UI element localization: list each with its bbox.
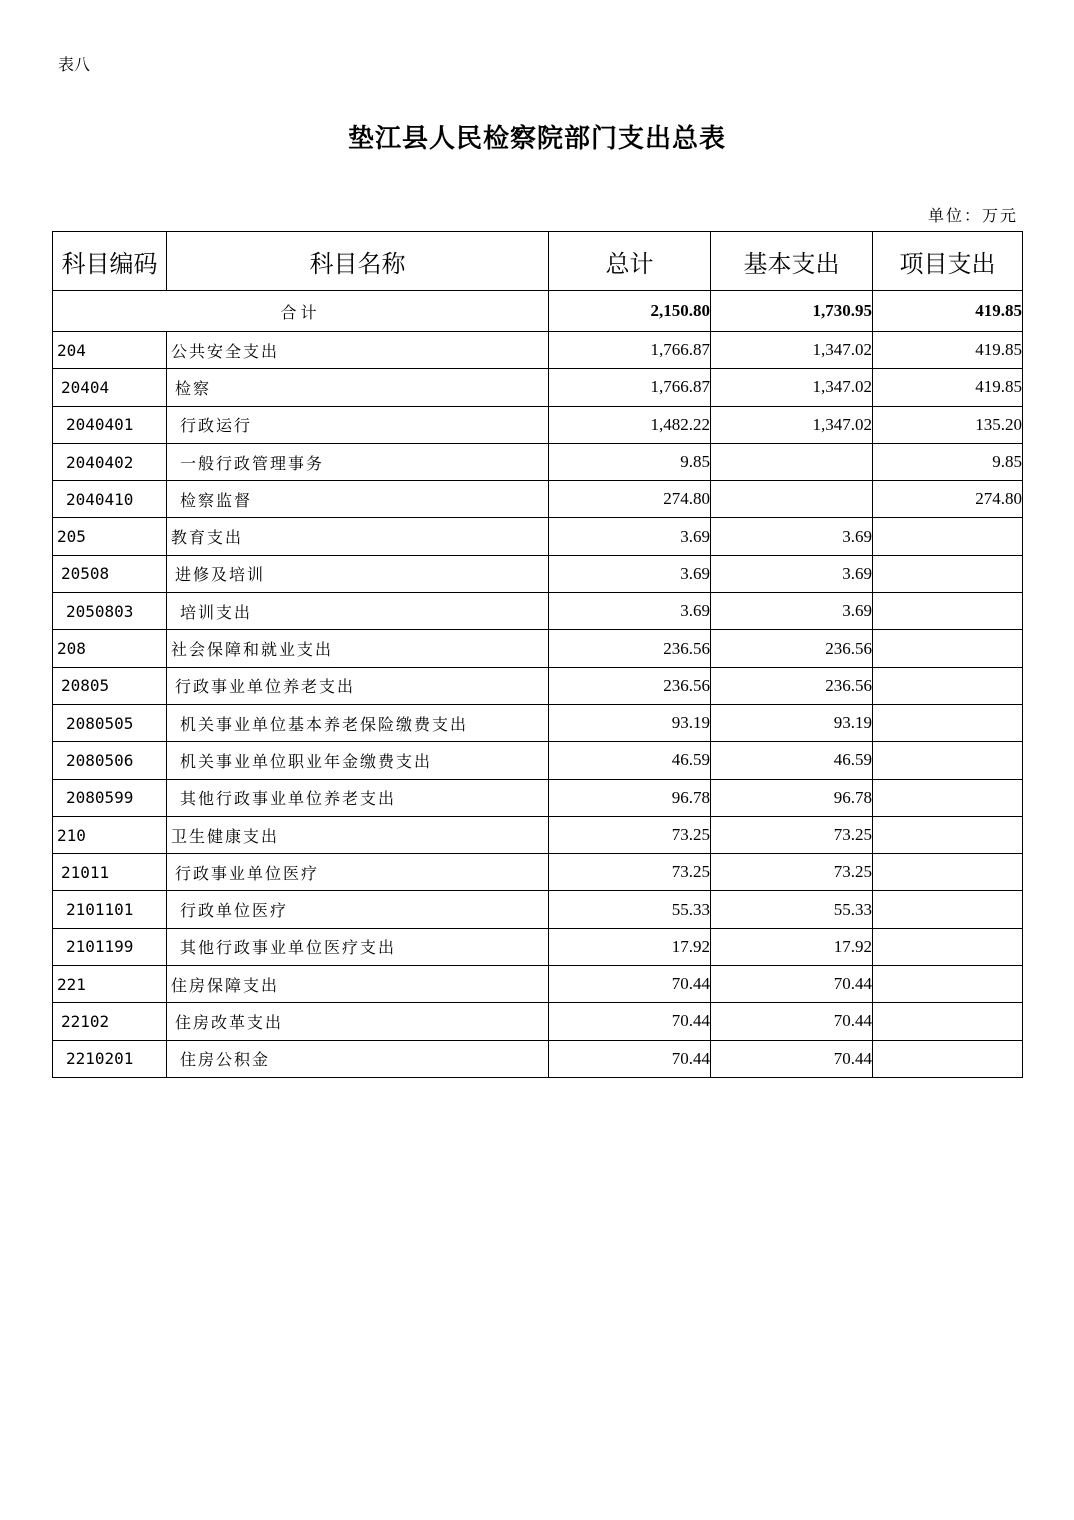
row-total: 3.69 bbox=[549, 555, 711, 592]
row-basic: 236.56 bbox=[711, 667, 873, 704]
table-row bbox=[53, 332, 1023, 369]
row-basic: 55.33 bbox=[711, 891, 873, 928]
row-name: 机关事业单位基本养老保险缴费支出 bbox=[167, 704, 549, 741]
row-total: 70.44 bbox=[549, 966, 711, 1003]
row-name: 机关事业单位职业年金缴费支出 bbox=[167, 742, 549, 779]
row-code: 22102 bbox=[53, 1003, 167, 1040]
row-name: 教育支出 bbox=[167, 518, 549, 555]
row-total: 70.44 bbox=[549, 1003, 711, 1040]
row-project bbox=[873, 854, 1023, 891]
row-project bbox=[873, 779, 1023, 816]
row-total: 17.92 bbox=[549, 928, 711, 965]
row-project bbox=[873, 667, 1023, 704]
row-basic: 73.25 bbox=[711, 854, 873, 891]
row-basic: 73.25 bbox=[711, 816, 873, 853]
row-basic: 1,347.02 bbox=[711, 406, 873, 443]
row-basic: 1,347.02 bbox=[711, 369, 873, 406]
row-basic: 17.92 bbox=[711, 928, 873, 965]
row-name: 卫生健康支出 bbox=[167, 816, 549, 853]
row-project bbox=[873, 891, 1023, 928]
row-project bbox=[873, 630, 1023, 667]
row-total: 73.25 bbox=[549, 816, 711, 853]
row-code: 2040402 bbox=[53, 443, 167, 480]
table-row bbox=[53, 593, 1023, 630]
row-project bbox=[873, 928, 1023, 965]
row-basic: 46.59 bbox=[711, 742, 873, 779]
row-total: 1,766.87 bbox=[549, 369, 711, 406]
total-row bbox=[53, 291, 1023, 332]
row-name: 检察监督 bbox=[167, 481, 549, 518]
row-name: 行政事业单位医疗 bbox=[167, 854, 549, 891]
header-code: 科目编码 bbox=[53, 232, 167, 291]
row-name: 行政单位医疗 bbox=[167, 891, 549, 928]
row-code: 210 bbox=[53, 816, 167, 853]
row-total: 55.33 bbox=[549, 891, 711, 928]
table-row bbox=[53, 630, 1023, 667]
row-name: 行政事业单位养老支出 bbox=[167, 667, 549, 704]
row-name: 社会保障和就业支出 bbox=[167, 630, 549, 667]
table-row bbox=[53, 406, 1023, 443]
row-code: 2050803 bbox=[53, 593, 167, 630]
row-basic: 70.44 bbox=[711, 1040, 873, 1077]
row-total: 3.69 bbox=[549, 518, 711, 555]
table-row bbox=[53, 779, 1023, 816]
row-project bbox=[873, 966, 1023, 1003]
row-basic bbox=[711, 481, 873, 518]
page-title: 垫江县人民检察院部门支出总表 bbox=[347, 124, 726, 154]
row-total: 46.59 bbox=[549, 742, 711, 779]
row-code: 2040401 bbox=[53, 406, 167, 443]
table-row bbox=[53, 369, 1023, 406]
row-code: 205 bbox=[53, 518, 167, 555]
row-total: 96.78 bbox=[549, 779, 711, 816]
row-basic: 96.78 bbox=[711, 779, 873, 816]
row-total: 1,766.87 bbox=[549, 332, 711, 369]
row-name: 培训支出 bbox=[167, 593, 549, 630]
row-project: 419.85 bbox=[873, 332, 1023, 369]
row-total: 1,482.22 bbox=[549, 406, 711, 443]
row-name: 住房保障支出 bbox=[167, 966, 549, 1003]
row-total: 236.56 bbox=[549, 630, 711, 667]
row-project: 135.20 bbox=[873, 406, 1023, 443]
row-code: 221 bbox=[53, 966, 167, 1003]
row-basic: 3.69 bbox=[711, 518, 873, 555]
row-name: 住房公积金 bbox=[167, 1040, 549, 1077]
row-code: 2040410 bbox=[53, 481, 167, 518]
row-project bbox=[873, 816, 1023, 853]
row-code: 20404 bbox=[53, 369, 167, 406]
table-row bbox=[53, 443, 1023, 480]
total-project: 419.85 bbox=[873, 291, 1023, 332]
row-code: 2080599 bbox=[53, 779, 167, 816]
row-basic: 236.56 bbox=[711, 630, 873, 667]
header-project: 项目支出 bbox=[873, 232, 1023, 291]
unit-label: 单位：万元 bbox=[927, 206, 1018, 225]
row-project bbox=[873, 593, 1023, 630]
row-total: 274.80 bbox=[549, 481, 711, 518]
table-row bbox=[53, 555, 1023, 592]
row-project: 9.85 bbox=[873, 443, 1023, 480]
row-basic: 3.69 bbox=[711, 555, 873, 592]
row-code: 20805 bbox=[53, 667, 167, 704]
row-name: 住房改革支出 bbox=[167, 1003, 549, 1040]
row-project: 274.80 bbox=[873, 481, 1023, 518]
row-total: 93.19 bbox=[549, 704, 711, 741]
row-code: 2080505 bbox=[53, 704, 167, 741]
expenditure-table bbox=[52, 231, 1023, 1078]
header-name: 科目名称 bbox=[167, 232, 549, 291]
row-basic bbox=[711, 443, 873, 480]
row-code: 2080506 bbox=[53, 742, 167, 779]
row-total: 9.85 bbox=[549, 443, 711, 480]
table-row bbox=[53, 481, 1023, 518]
table-row bbox=[53, 1040, 1023, 1077]
row-code: 21011 bbox=[53, 854, 167, 891]
row-code: 2101199 bbox=[53, 928, 167, 965]
table-row bbox=[53, 966, 1023, 1003]
total-label: 合计 bbox=[53, 291, 549, 332]
row-code: 204 bbox=[53, 332, 167, 369]
table-row bbox=[53, 854, 1023, 891]
row-project bbox=[873, 1003, 1023, 1040]
table-row bbox=[53, 891, 1023, 928]
row-total: 73.25 bbox=[549, 854, 711, 891]
row-basic: 3.69 bbox=[711, 593, 873, 630]
row-name: 其他行政事业单位养老支出 bbox=[167, 779, 549, 816]
table-row bbox=[53, 1003, 1023, 1040]
row-code: 208 bbox=[53, 630, 167, 667]
row-name: 一般行政管理事务 bbox=[167, 443, 549, 480]
row-basic: 93.19 bbox=[711, 704, 873, 741]
row-name: 行政运行 bbox=[167, 406, 549, 443]
table-body bbox=[53, 291, 1023, 1078]
total-total: 2,150.80 bbox=[549, 291, 711, 332]
row-name: 公共安全支出 bbox=[167, 332, 549, 369]
row-basic: 70.44 bbox=[711, 1003, 873, 1040]
row-project bbox=[873, 742, 1023, 779]
row-project bbox=[873, 518, 1023, 555]
total-basic: 1,730.95 bbox=[711, 291, 873, 332]
table-row bbox=[53, 816, 1023, 853]
header-basic: 基本支出 bbox=[711, 232, 873, 291]
row-basic: 70.44 bbox=[711, 966, 873, 1003]
table-row bbox=[53, 518, 1023, 555]
row-name: 检察 bbox=[167, 369, 549, 406]
header-total: 总计 bbox=[549, 232, 711, 291]
row-code: 20508 bbox=[53, 555, 167, 592]
row-name: 进修及培训 bbox=[167, 555, 549, 592]
row-total: 70.44 bbox=[549, 1040, 711, 1077]
table-row bbox=[53, 742, 1023, 779]
row-project bbox=[873, 704, 1023, 741]
table-row bbox=[53, 667, 1023, 704]
table-row bbox=[53, 928, 1023, 965]
row-total: 236.56 bbox=[549, 667, 711, 704]
header-row bbox=[53, 232, 1023, 291]
table-number: 表八 bbox=[58, 55, 91, 74]
row-project: 419.85 bbox=[873, 369, 1023, 406]
row-project bbox=[873, 1040, 1023, 1077]
row-basic: 1,347.02 bbox=[711, 332, 873, 369]
row-code: 2101101 bbox=[53, 891, 167, 928]
row-project bbox=[873, 555, 1023, 592]
table-row bbox=[53, 704, 1023, 741]
row-total: 3.69 bbox=[549, 593, 711, 630]
row-name: 其他行政事业单位医疗支出 bbox=[167, 928, 549, 965]
row-code: 2210201 bbox=[53, 1040, 167, 1077]
